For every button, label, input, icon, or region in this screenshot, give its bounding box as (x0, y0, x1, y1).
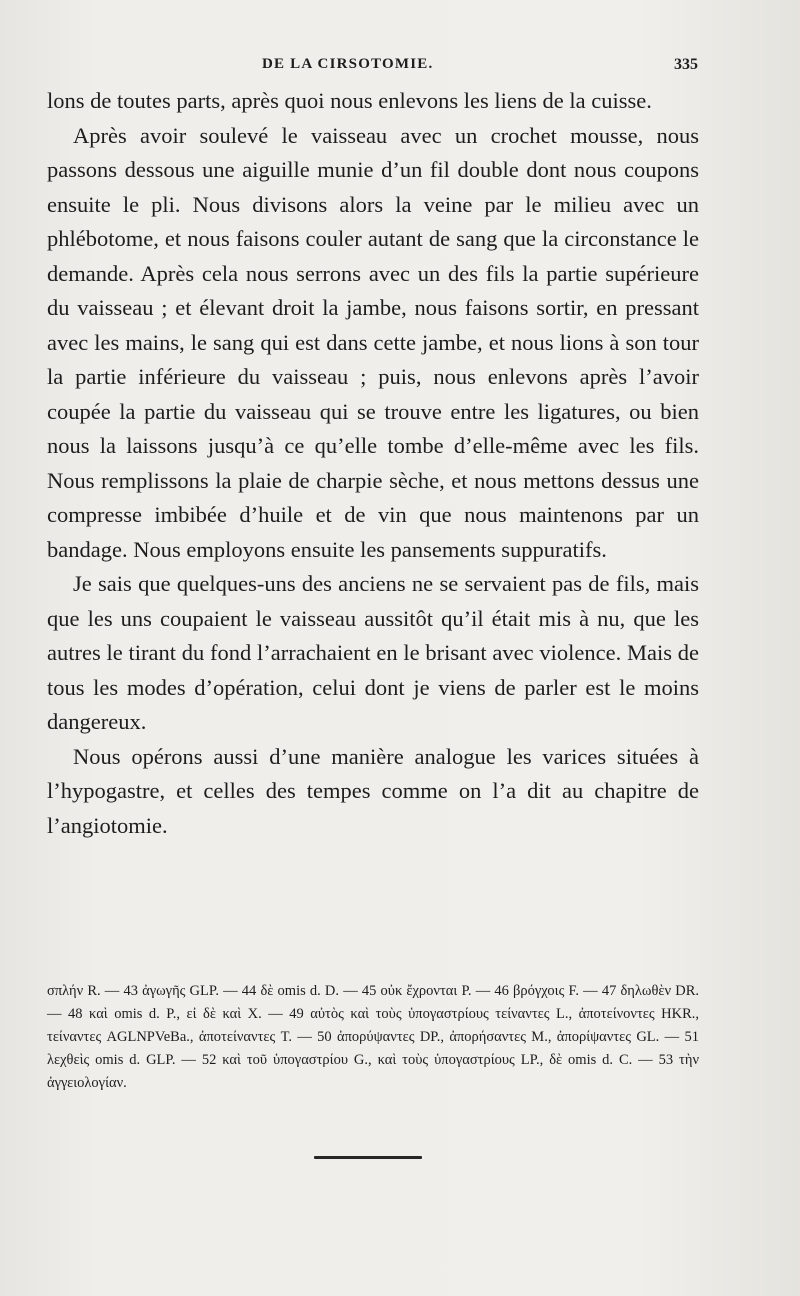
paragraph-operation: Après avoir soulevé le vaisseau avec un crochet mousse, nous passons dessous une aiguille munie d’un fil double dont nous coupons ensuite le pli. Nous divisons alors la veine par le milieu avec un phlébotome, et nous faisons couler autant de sang que la circonstance le demande. Après cela nous serrons avec un des fils la partie supérieure du vaisseau ; et élevant droit la jambe, nous faisons sortir, en pressant avec les mains, le sang qui est dans cette jambe, et nous lions à son tour la partie inférieure du vaisseau ; puis, nous enlevons après l’avoir coupée la partie du vaisseau qui se trouve entre les ligatures, ou bien nous la laissons jusqu’à ce qu’elle tombe d’elle-même avec les fils. Nous remplissons la plaie de charpie sèche, et nous mettons dessus une compresse imbibée d’huile et de vin que nous maintenons par un bandage. Nous employons ensuite les pansements suppuratifs. (47, 122, 699, 562)
paragraph-ancients: Je sais que quelques-uns des anciens ne se servaient pas de fils, mais que les uns coupaient le vaisseau aussitôt qu’il était mis à nu, que les autres le tirant du fond l’arrachaient en le brisant avec violence. Mais de tous les modes d’opération, celui dont je viens de parler est le moins dangereux. (47, 571, 699, 734)
footnote-apparatus: σπλήν R. — 43 ἀγωγῆς GLP. — 44 δὲ omis d. D. — 45 οὐκ ἔχρονται P. — 46 βρόγχοις F. — 47 δηλωθὲν DR. — 48 καὶ omis d. P., εἰ δὲ καὶ X. — 49 αὐτὸς καὶ τοὺς ὑπογαστρίους τείναντες L., ἀποτείνοντες HKR., τείναντες AGLNPVeBa., ἀποτείναντες T. — 50 ἀπορύψαντες DP., ἀπορήσαντες M., ἀπορίψαντες GL. — 51 λεχθεὶς omis d. GLP. — 52 καὶ τοῦ ὑπογαστρίου G., καὶ τοὺς ὑπογαστρίους LP., δὲ omis d. C. — 53 τὴν ἀγγειολογίαν. (47, 983, 699, 1091)
running-title: DE LA CIRSOTOMIE. (262, 56, 434, 72)
paragraph-continuation: lons de toutes parts, après quoi nous enlevons les liens de la cuisse. (47, 88, 652, 113)
paragraph-hypogastre: Nous opérons aussi d’une manière analogue les varices situées à l’hypogastre, et celles des tempes comme on l’a dit au chapitre de l’angiotomie. (47, 743, 699, 838)
body-text (47, 84, 699, 843)
page-number: 335 (674, 56, 698, 73)
footnotes (47, 980, 699, 1095)
end-rule (314, 1156, 422, 1159)
running-head (48, 52, 698, 80)
